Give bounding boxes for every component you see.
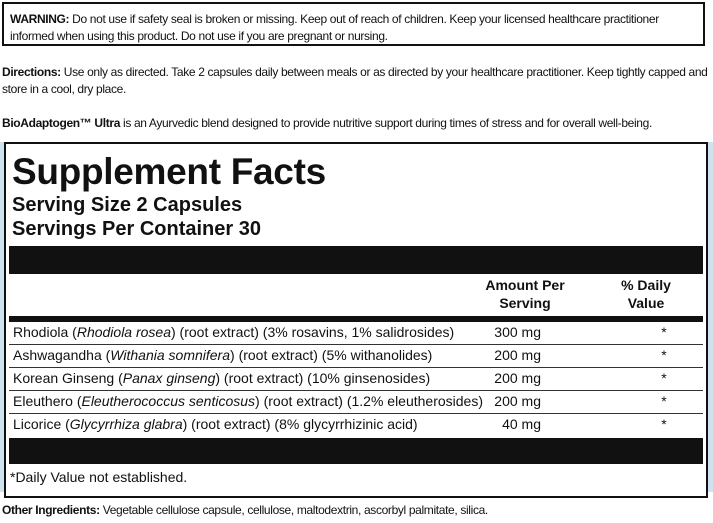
table-row [9, 414, 703, 437]
ingredient-amount: 200 mg [494, 370, 541, 386]
serving-size: Serving Size 2 Capsules [12, 194, 243, 216]
ingredient-name: Eleuthero (Eleutherococcus senticosus) (root extract) (1.2% eleutherosides) [13, 393, 484, 409]
warning-box [2, 2, 705, 46]
product-description [2, 115, 708, 132]
ingredient-daily-value: * [661, 324, 667, 340]
ingredient-amount: 40 mg [502, 416, 541, 432]
other-ingredients-text: Vegetable cellulose capsule, cellulose, maltodextrin, ascorbyl palmitate, silica. [99, 503, 488, 517]
product-name: BioAdaptogen™ Ultra [2, 116, 121, 130]
column-header-daily-value [596, 276, 696, 312]
table-row [9, 322, 703, 345]
table-row [9, 345, 703, 368]
ingredient-name: Licorice (Glycyrrhiza glabra) (root extract) (8% glycyrrhizinic acid) [13, 416, 418, 432]
column-header-dv-line1: % Daily [621, 277, 671, 293]
column-header-amount [461, 276, 589, 312]
ingredient-daily-value: * [661, 370, 667, 386]
divider-bar-top [9, 246, 703, 274]
warning-text: Do not use if safety seal is broken or missing. Keep out of reach of children. Keep your licensed healthcare practitioner informed when using this product. Do not use if you are pregnant or nursing. [10, 12, 659, 43]
column-header-dv-line2: Value [627, 295, 665, 311]
warning-label: WARNING: [10, 12, 70, 26]
ingredient-amount: 200 mg [494, 393, 541, 409]
column-header-amount-line1: Amount Per [485, 277, 565, 293]
ingredient-amount: 200 mg [494, 347, 541, 363]
facts-title: Supplement Facts [12, 151, 326, 192]
ingredient-name: Ashwagandha (Withania somnifera) (root extract) (5% withanolides) [13, 347, 433, 363]
divider-bar-bottom [9, 438, 703, 464]
column-header-amount-line2: Serving [499, 295, 551, 311]
table-row [9, 391, 703, 414]
ingredient-daily-value: * [661, 393, 667, 409]
servings-per-container: Servings Per Container 30 [12, 218, 261, 240]
ingredient-name: Korean Ginseng (Panax ginseng) (root extract) (10% ginsenosides) [13, 370, 431, 386]
description-text: is an Ayurvedic blend designed to provide nutritive support during times of stress and for overall well-being. [120, 116, 652, 130]
other-ingredients [2, 502, 708, 519]
directions-text: Use only as directed. Take 2 capsules daily between meals or as directed by your healthcare practitioner. Keep tightly capped and store in a cool, dry place. [2, 65, 708, 96]
ingredient-name: Rhodiola (Rhodiola rosea) (root extract) (3% rosavins, 1% salidrosides) [13, 324, 455, 340]
directions-label: Directions: [2, 65, 61, 79]
ingredient-daily-value: * [661, 347, 667, 363]
directions [2, 64, 708, 98]
supplement-facts-panel [4, 142, 708, 498]
ingredient-amount: 300 mg [494, 324, 541, 340]
daily-value-footnote: *Daily Value not established. [10, 469, 188, 485]
table-row [9, 368, 703, 391]
ingredient-daily-value: * [661, 416, 667, 432]
other-ingredients-label: Other Ingredients: [2, 503, 100, 517]
